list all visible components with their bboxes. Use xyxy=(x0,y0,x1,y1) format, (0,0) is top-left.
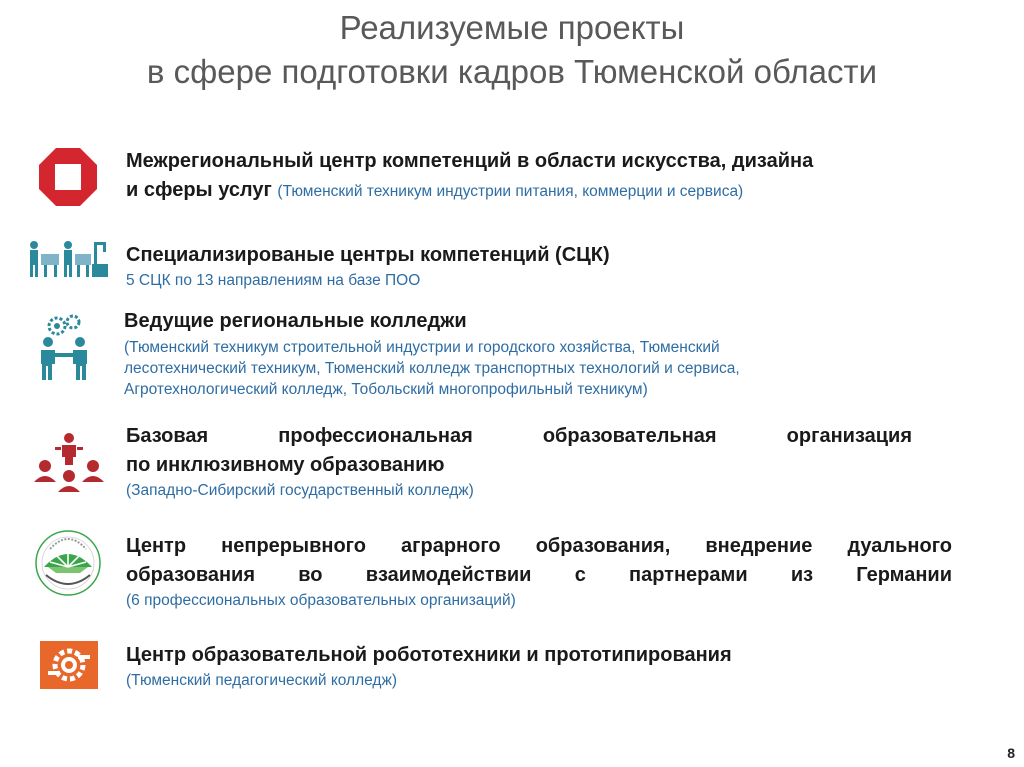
item-2-subtitle: 5 СЦК по 13 направлениям на базе ПОО xyxy=(126,272,421,289)
agrarian-center-logo-icon xyxy=(34,527,102,599)
item-1-title-line1: Межрегиональный центр компетенций в области искусства, дизайна xyxy=(126,150,814,172)
slide-title xyxy=(0,6,1024,94)
slide-title-line1: Реализуемые проекты xyxy=(339,9,685,46)
robotics-gear-icon xyxy=(40,641,98,689)
item-3-subtitle-line1: (Тюменский техникум строительной индустрии и городского хозяйства, Тюменский xyxy=(124,339,720,356)
item-3-subtitle-line2: лесотехнический техникум, Тюменский колледж транспортных технологий и сервиса, xyxy=(124,360,740,377)
item-agrarian-education xyxy=(126,532,952,611)
item-inclusive-education xyxy=(126,422,912,501)
item-2-title: Специализированые центры компетенций (СЦК) xyxy=(126,244,610,266)
item-robotics-center xyxy=(126,641,926,691)
page-number: 8 xyxy=(1007,745,1015,761)
item-6-title: Центр образовательной робототехники и прототипирования xyxy=(126,644,732,666)
people-group-icon xyxy=(32,432,106,498)
item-4-subtitle: (Западно-Сибирский государственный колледж) xyxy=(126,482,474,499)
workstations-icon xyxy=(24,236,110,280)
item-4-title-line2: по инклюзивному образованию xyxy=(126,454,445,476)
item-5-title-line2: образования во взаимодействии с партнерами из Германии xyxy=(126,564,952,586)
item-1-subtitle: (Тюменский техникум индустрии питания, коммерции и сервиса) xyxy=(277,183,744,200)
slide-title-line2: в сфере подготовки кадров Тюменской области xyxy=(146,53,878,90)
item-competence-center xyxy=(126,147,926,206)
item-4-title-line1: Базовая профессиональная образовательная организация xyxy=(126,425,912,447)
item-5-subtitle: (6 профессиональных образовательных организаций) xyxy=(126,592,516,609)
item-1-title-line2: и сферы услуг xyxy=(126,179,272,201)
item-leading-colleges xyxy=(124,307,924,400)
item-specialized-centers xyxy=(126,241,926,291)
item-5-title-line1: Центр непрерывного аграрного образования, внедрение дуального xyxy=(126,535,952,557)
teamwork-gears-icon xyxy=(36,314,94,382)
item-3-subtitle-line3: Агротехнологический колледж, Тобольский многопрофильный техникум) xyxy=(124,381,648,398)
item-6-subtitle: (Тюменский педагогический колледж) xyxy=(126,672,398,689)
worldskills-logo-icon xyxy=(38,147,98,207)
item-3-title: Ведущие региональные колледжи xyxy=(124,310,467,332)
